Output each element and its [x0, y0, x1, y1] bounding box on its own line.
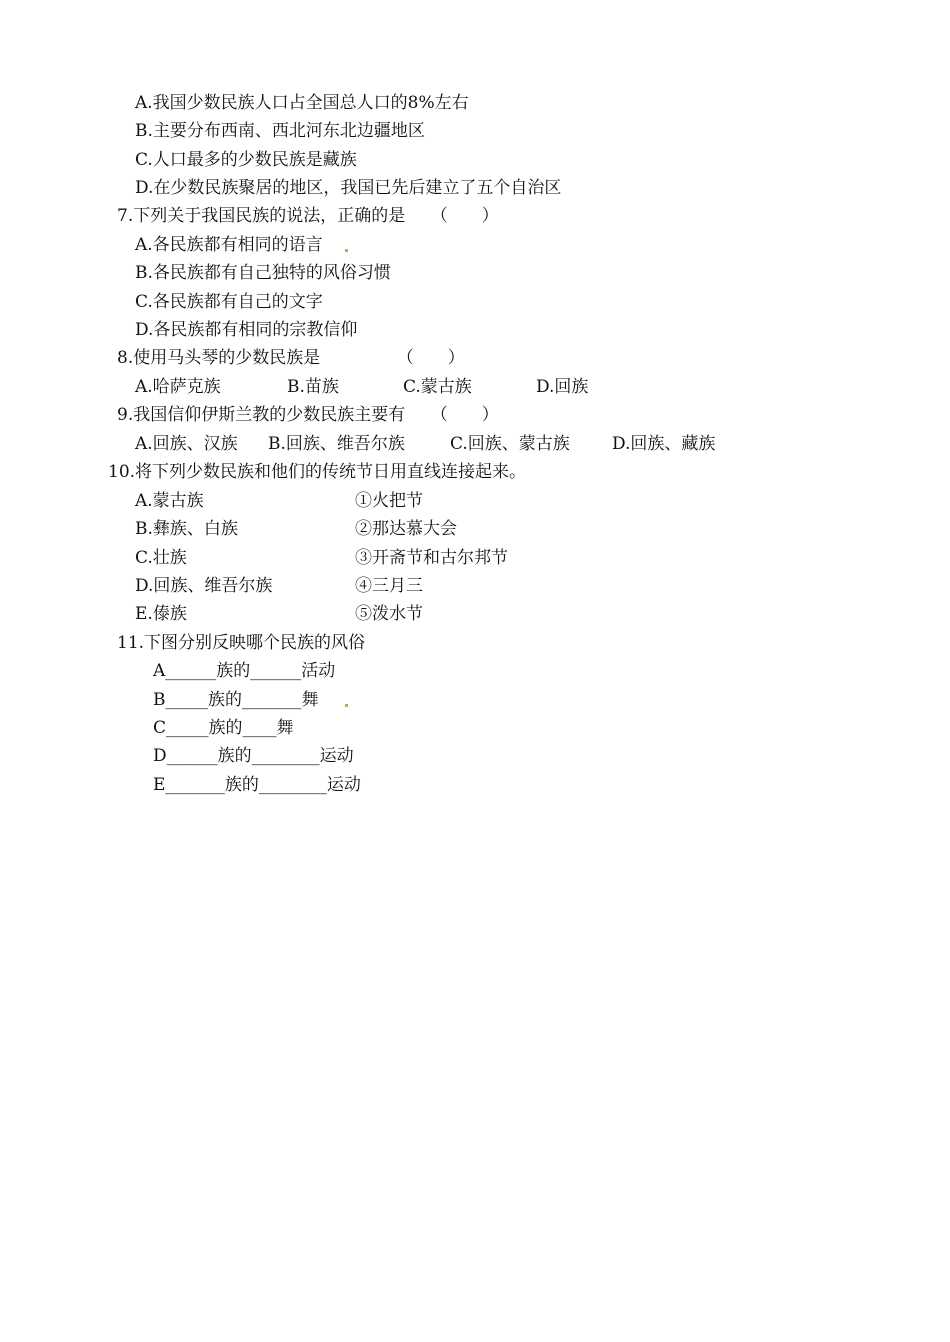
q7-option-b: B.各民族都有自己独特的风俗习惯: [135, 263, 391, 283]
q11-blank-item: C_____族的____舞: [153, 718, 294, 738]
q9-option-c: C.回族、蒙古族: [450, 434, 570, 454]
q11-stem: 11.下图分别反映哪个民族的风俗: [117, 633, 366, 653]
q8-stem: 8.使用马头琴的少数民族是 （ ）: [117, 348, 465, 368]
q10-festival: ②那达慕大会: [355, 519, 457, 539]
q10-festival: ①火把节: [355, 491, 423, 511]
q6-option-c: C.人口最多的少数民族是藏族: [135, 150, 357, 170]
q8-option-b: B.苗族: [287, 377, 339, 397]
q10-ethnic-group: D.回族、维吾尔族: [135, 576, 273, 596]
q10-festival: ⑤泼水节: [355, 604, 423, 624]
q7-option-a: A.各民族都有相同的语言: [135, 235, 323, 255]
q9-option-d: D.回族、藏族: [612, 434, 716, 454]
q8-option-a: A.哈萨克族: [135, 377, 221, 397]
q7-option-d: D.各民族都有相同的宗教信仰: [135, 320, 358, 340]
q9-option-b: B.回族、维吾尔族: [268, 434, 405, 454]
q10-ethnic-group: A.蒙古族: [135, 491, 204, 511]
q10-festival: ④三月三: [355, 576, 423, 596]
q9-option-a: A.回族、汉族: [135, 434, 238, 454]
q6-option-d: D.在少数民族聚居的地区，我国已先后建立了五个自治区: [135, 178, 562, 198]
q6-option-a: A.我国少数民族人口占全国总人口的8%左右: [135, 93, 469, 113]
q6-option-b: B.主要分布西南、西北河东北边疆地区: [135, 121, 425, 141]
q10-ethnic-group: E.傣族: [135, 604, 187, 624]
q10-festival: ③开斋节和古尔邦节: [355, 548, 508, 568]
marker-dot: [345, 249, 348, 252]
q11-blank-item: B_____族的_______舞: [153, 690, 319, 710]
q10-ethnic-group: B.彝族、白族: [135, 519, 238, 539]
q11-blank-item: A______族的______活动: [153, 661, 336, 681]
q8-option-d: D.回族: [536, 377, 589, 397]
q10-stem: 10.将下列少数民族和他们的传统节日用直线连接起来。: [108, 462, 527, 482]
q7-stem: 7.下列关于我国民族的说法，正确的是 （ ）: [117, 206, 499, 226]
q11-blank-item: E_______族的________运动: [153, 775, 361, 795]
q7-option-c: C.各民族都有自己的文字: [135, 292, 323, 312]
marker-dot: [345, 704, 348, 707]
q9-stem: 9.我国信仰伊斯兰教的少数民族主要有 （ ）: [117, 405, 499, 425]
q10-ethnic-group: C.壮族: [135, 548, 187, 568]
q11-blank-item: D______族的________运动: [153, 746, 354, 766]
q8-option-c: C.蒙古族: [403, 377, 472, 397]
